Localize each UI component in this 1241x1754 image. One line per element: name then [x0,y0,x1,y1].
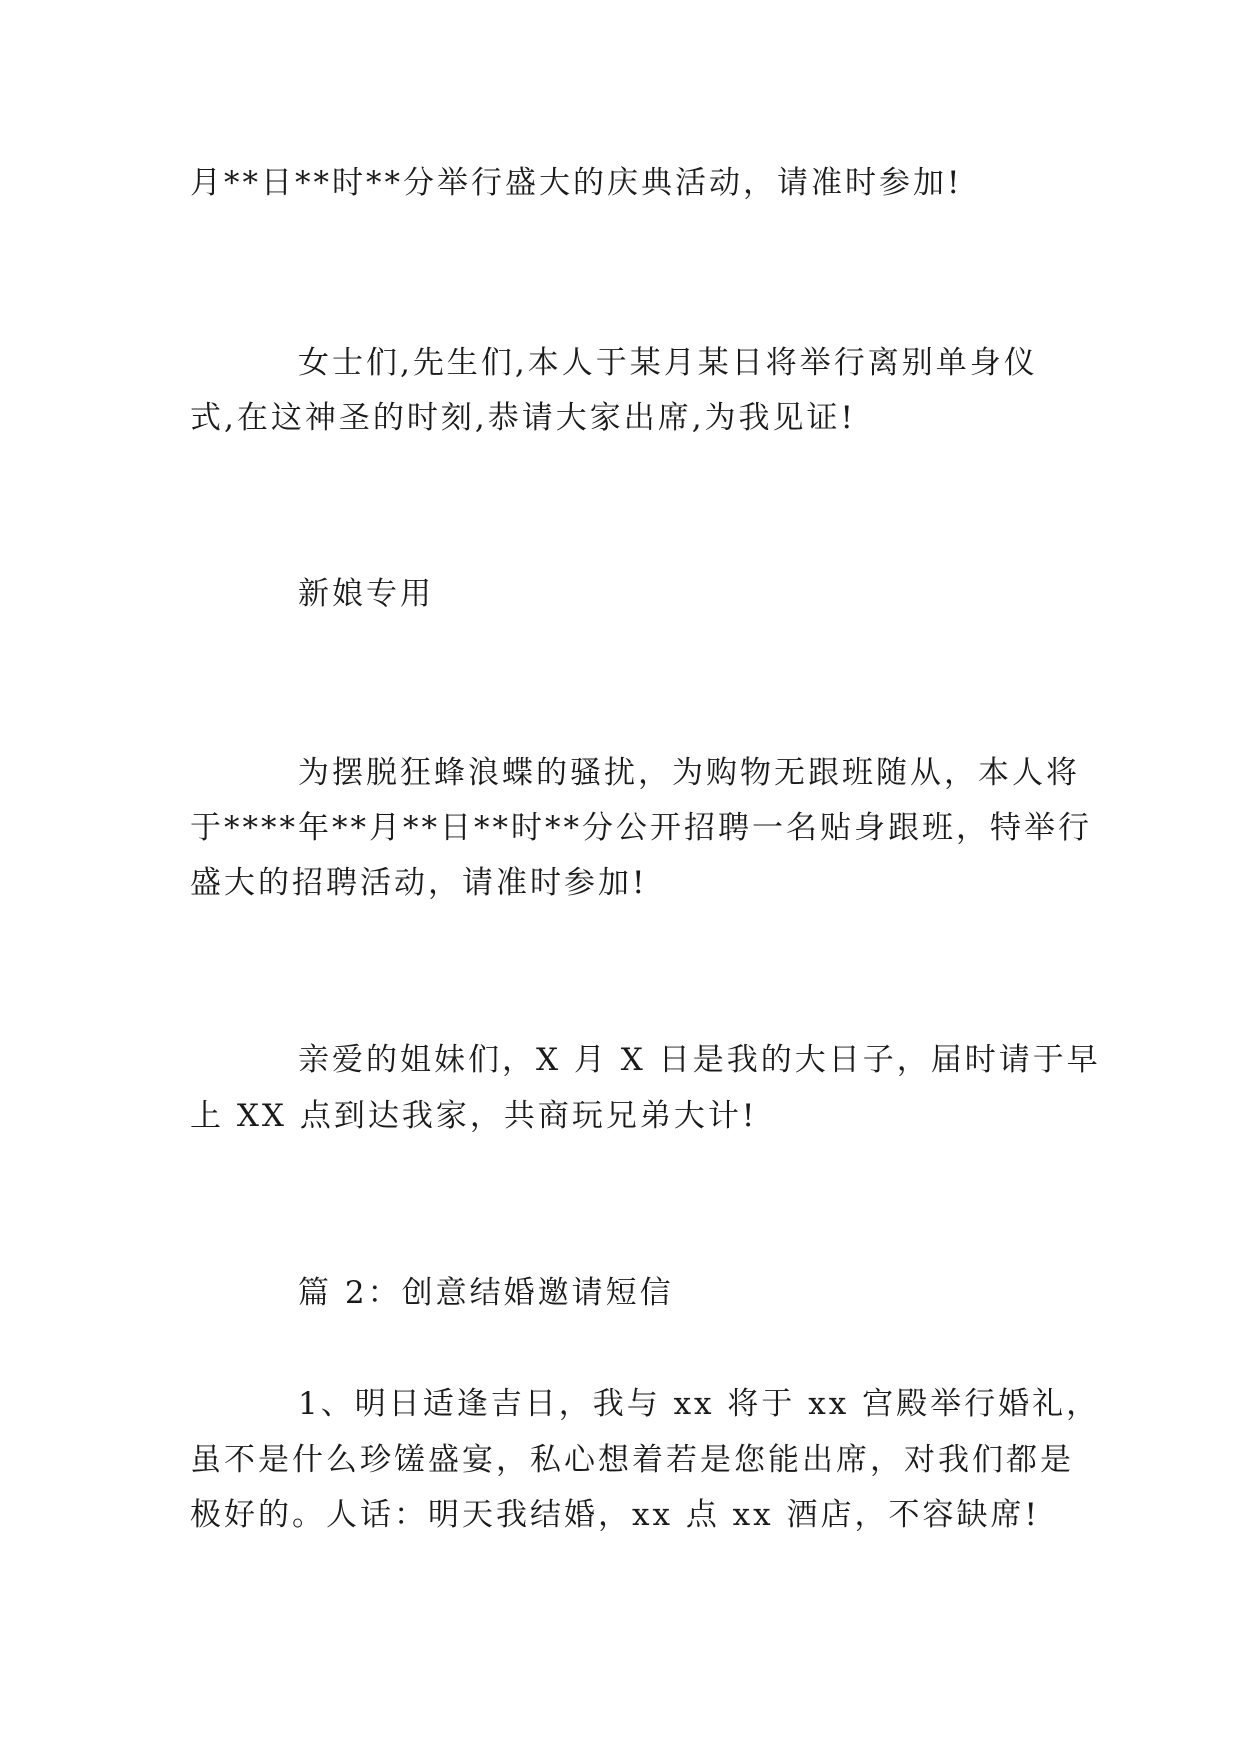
paragraph-line: 女士们,先生们,本人于某月某日将举行离别单身仪 [298,345,1038,381]
paragraph-line: 虽不是什么珍馐盛宴，私心想着若是您能出席，对我们都是 [190,1442,1074,1478]
paragraph-line: 极好的。人话：明天我结婚，xx 点 xx 酒店，不容缺席! [190,1497,1040,1533]
paragraph-line: 上 XX 点到达我家，共商玩兄弟大计! [190,1098,758,1134]
paragraph-line: 月**日**时**分举行盛大的庆典活动，请准时参加! [190,165,963,201]
section-heading: 新娘专用 [298,576,434,612]
paragraph-line: 亲爱的姐妹们，X 月 X 日是我的大日子，届时请于早 [298,1042,1101,1078]
paragraph-line: 1、明日适逢吉日，我与 xx 将于 xx 宫殿举行婚礼， [298,1386,1101,1422]
paragraph-line: 式,在这神圣的时刻,恭请大家出席,为我见证! [190,400,857,436]
paragraph-line: 于****年**月**日**时**分公开招聘一名贴身跟班，特举行 [190,810,1092,846]
paragraph-line: 盛大的招聘活动，请准时参加! [190,865,648,901]
section-heading: 篇 2：创意结婚邀请短信 [298,1275,674,1311]
paragraph-line: 为摆脱狂蜂浪蝶的骚扰，为购物无跟班随从，本人将 [298,755,1080,791]
